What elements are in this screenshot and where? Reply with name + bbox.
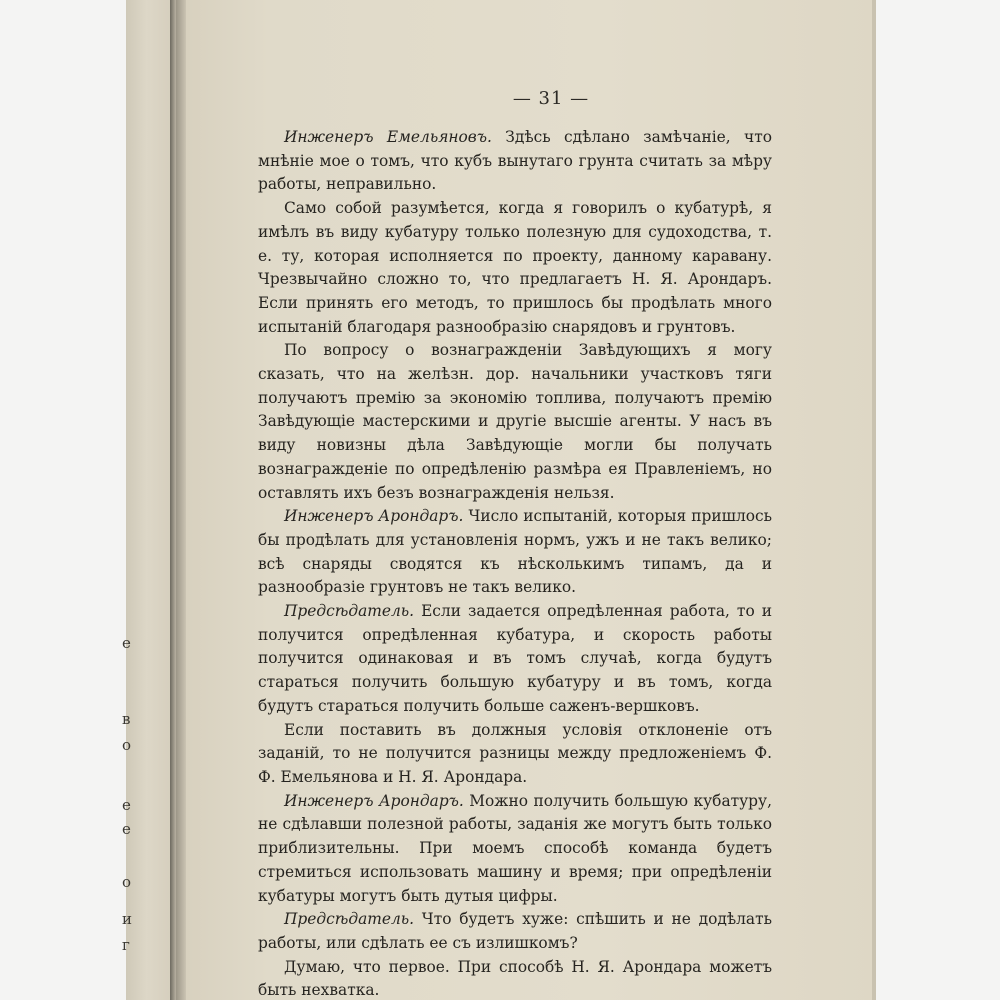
paragraph-text: Здѣсь сдѣлано замѣчаніе, что мнѣніе мое о томъ, что кубъ вынутаго грунта считать за мѣру работы, неправильно. [258,128,772,194]
left-page-fragment: о [122,873,132,891]
paragraph [258,197,772,339]
speaker-name: Предсѣдатель. [284,602,415,621]
paragraph-text: Если поставить въ должныя условія отклоненіе отъ заданій, то не получится разницы между предложеніемъ Ф. Ф. Емельянова и Н. Я. Арондара. [258,720,772,786]
paragraph [258,339,772,505]
paragraph [258,719,772,790]
paragraph [258,790,772,909]
right-page-edge [872,0,876,1000]
page-number: — 31 — [512,88,590,109]
book-gutter [176,0,186,1000]
paragraph-text: Если задается опредѣленная работа, то и получится опредѣленная кубатура, и скорость работы получится одинаковая и въ томъ случаѣ, когда будутъ стараться получить большую кубатуру и въ томъ, когда будутъ стараться получить больше саженъ-вершковъ. [258,602,772,715]
speaker-name: Инженеръ Арондаръ. [284,507,464,526]
paragraph-text: Что будетъ хуже: спѣшить и не додѣлать работы, или сдѣлать ее съ излишкомъ? [258,910,772,952]
left-page-fragment: г [122,936,130,954]
left-page-fragment: е [122,796,131,814]
left-page-fragment: и [122,910,132,928]
paragraph [258,908,772,955]
left-page-fragment: о [122,736,132,754]
paragraph-text: Число испытаній, которыя пришлось бы продѣлать для установленія нормъ, ужъ и не такъ велико; всѣ снаряды сводятся къ нѣсколькимъ типамъ, да и разнообразіе грунтовъ не такъ велико. [258,507,772,597]
paragraph [258,126,772,197]
speaker-name: Инженеръ Арондаръ. [284,791,464,810]
page-text [258,126,772,1000]
left-page-fragment: в [122,710,131,728]
paragraph [258,600,772,719]
paragraph [258,505,772,600]
speaker-name: Инженеръ Емельяновъ. [284,128,492,146]
paragraph [258,956,772,1000]
left-page-fragment: е [122,820,131,838]
paragraph-text: Можно получить большую кубатуру, не сдѣлавши полезной работы, заданія же могутъ быть только приблизительны. При моемъ способѣ команда будетъ стремиться использовать машину и время; при опредѣленіи кубатуры могутъ быть дутыя цифры. [258,791,772,905]
speaker-name: Предсѣдатель. [284,910,415,929]
paragraph-text: Думаю, что первое. При способѣ Н. Я. Арондара можетъ быть нехватка. [258,957,772,1000]
paragraph-text: Само собой разумѣется, когда я говорилъ о кубатурѣ, я имѣлъ въ виду кубатуру только полезную для судоходства, т. е. ту, которая исполняется по проекту, данному каравану. Чрезвычайно сложно то, что предлагаетъ Н. Я. Арондаръ. Если принять его методъ, то пришлось бы продѣлать много испытаній благодаря разнообразію снарядовъ и грунтовъ. [258,199,772,336]
paragraph-text: По вопросу о вознагражденіи Завѣдующихъ я могу сказать, что на желѣзн. дор. начальники участковъ тяги получаютъ премію за экономію топлива, получаютъ премію Завѣдующіе мастерскими и другіе высшіе агенты. У насъ въ виду новизны дѣла Завѣдующіе могли бы получать вознагражденіе по опредѣленію размѣра ея Правленіемъ, но оставлять ихъ безъ вознагражденія нельзя. [258,341,772,502]
left-page-fragment: е [122,634,131,652]
